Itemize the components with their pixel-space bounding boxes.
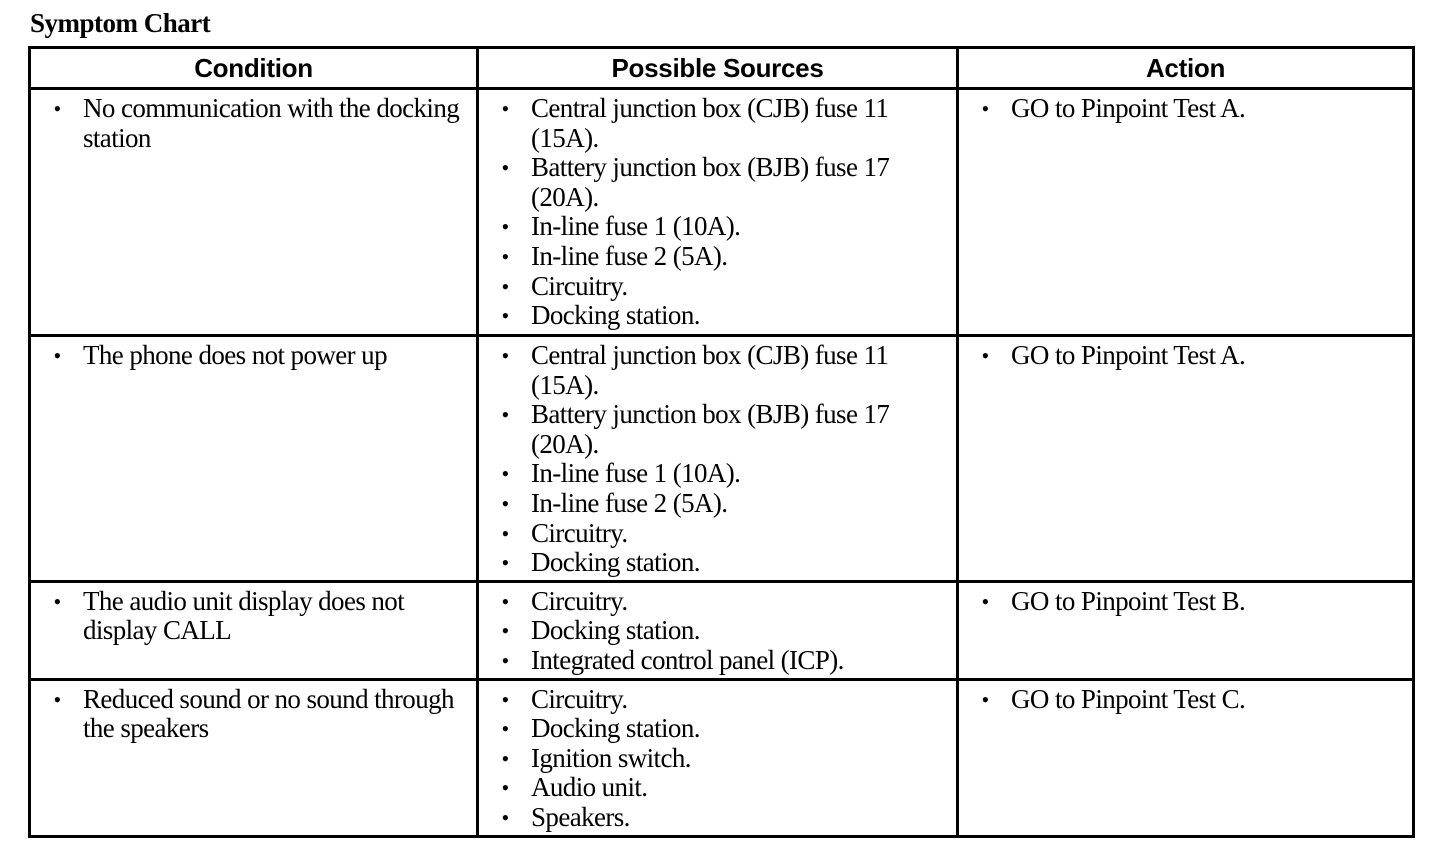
source-item: • Integrated control panel (ICP). (479, 646, 948, 676)
column-header-possible-sources: Possible Sources (478, 48, 958, 89)
source-item: • Circuitry. (479, 587, 948, 617)
condition-cell (30, 336, 478, 582)
bullet-icon: • (981, 686, 989, 712)
bullet-icon: • (501, 647, 509, 673)
action-cell (958, 581, 1414, 679)
bullet-icon: • (501, 588, 509, 614)
bullet-icon: • (501, 243, 509, 269)
source-item: • Central junction box (CJB) fuse 11 (15A). (479, 94, 948, 153)
bullet-icon: • (981, 343, 989, 368)
bullet-icon: • (501, 490, 509, 516)
action-item: • GO to Pinpoint Test B. (959, 587, 1404, 617)
action-cell (958, 89, 1414, 336)
source-item: • In-line fuse 2 (5A). (479, 242, 948, 272)
source-item: • Speakers. (479, 803, 948, 833)
table-row (30, 581, 1414, 679)
source-item: • Central junction box (CJB) fuse 11 (15A). (479, 341, 948, 400)
bullet-icon: • (501, 618, 509, 644)
table-header-row (30, 48, 1414, 89)
table-row (30, 89, 1414, 336)
bullet-icon: • (501, 402, 509, 428)
source-item: • Circuitry. (479, 685, 948, 715)
source-item: • In-line fuse 2 (5A). (479, 489, 948, 519)
bullet-icon: • (981, 96, 989, 121)
table-row (30, 679, 1414, 836)
condition-item: • No communication with the docking station (31, 94, 468, 153)
bullet-icon: • (981, 588, 989, 614)
bullet-icon: • (501, 96, 509, 121)
bullet-icon: • (501, 520, 509, 546)
bullet-icon: • (501, 303, 509, 329)
bullet-icon: • (501, 550, 509, 576)
page-title: Symptom Chart (30, 8, 211, 38)
source-item: • Audio unit. (479, 773, 948, 803)
sources-cell (478, 581, 958, 679)
source-item: • Circuitry. (479, 272, 948, 302)
bullet-icon: • (501, 155, 509, 181)
bullet-icon: • (501, 775, 509, 801)
source-item: • Docking station. (479, 714, 948, 744)
source-item: • Battery junction box (BJB) fuse 17 (20A). (479, 153, 948, 212)
condition-item: • Reduced sound or no sound through the speakers (31, 685, 468, 744)
action-cell (958, 336, 1414, 582)
bullet-icon: • (53, 343, 61, 368)
bullet-icon: • (501, 686, 509, 712)
condition-cell (30, 679, 478, 836)
sources-cell (478, 89, 958, 336)
bullet-icon: • (53, 96, 61, 121)
column-header-action: Action (958, 48, 1414, 89)
source-item: • Circuitry. (479, 519, 948, 549)
column-header-condition: Condition (30, 48, 478, 89)
symptom-table (28, 46, 1415, 838)
bullet-icon: • (501, 716, 509, 742)
source-item: • In-line fuse 1 (10A). (479, 459, 948, 489)
source-item: • Battery junction box (BJB) fuse 17 (20A). (479, 400, 948, 459)
bullet-icon: • (53, 686, 61, 712)
bullet-icon: • (501, 273, 509, 299)
bullet-icon: • (501, 461, 509, 487)
source-item: • Docking station. (479, 616, 948, 646)
action-cell (958, 679, 1414, 836)
table-row (30, 336, 1414, 582)
source-item: • Docking station. (479, 548, 948, 578)
bullet-icon: • (53, 588, 61, 614)
sources-cell (478, 679, 958, 836)
condition-item: • The phone does not power up (31, 341, 468, 371)
source-item: • Docking station. (479, 301, 948, 331)
bullet-icon: • (501, 804, 509, 830)
bullet-icon: • (501, 214, 509, 240)
sources-cell (478, 336, 958, 582)
action-item: • GO to Pinpoint Test C. (959, 685, 1404, 715)
source-item: • In-line fuse 1 (10A). (479, 212, 948, 242)
action-item: • GO to Pinpoint Test A. (959, 341, 1404, 371)
source-item: • Ignition switch. (479, 744, 948, 774)
bullet-icon: • (501, 745, 509, 771)
condition-item: • The audio unit display does not display CALL (31, 587, 468, 646)
action-item: • GO to Pinpoint Test A. (959, 94, 1404, 124)
condition-cell (30, 581, 478, 679)
condition-cell (30, 89, 478, 336)
bullet-icon: • (501, 343, 509, 368)
